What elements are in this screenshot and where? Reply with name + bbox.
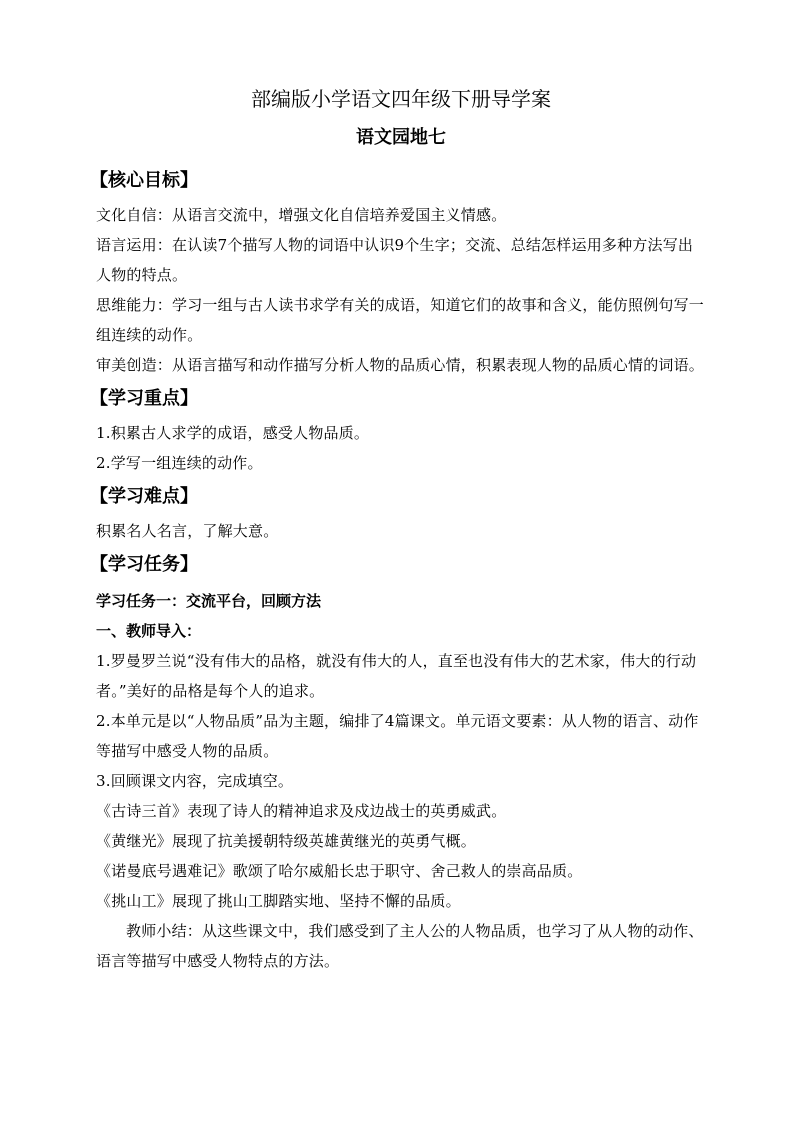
difficulties-heading: 【学习难点】 (90, 486, 198, 507)
core-goal-thinking: 思维能力：学习一组与古人读书求学有关的成语，知道它们的故事和含义，能仿照例句写一组连续的动作。 (96, 296, 705, 344)
key-points-heading: 【学习重点】 (90, 388, 198, 409)
core-goal-culture: 文化自信：从语言交流中，增强文化自信培养爱国主义情感。 (96, 206, 507, 224)
core-goals-heading: 【核心目标】 (90, 170, 198, 191)
key-point-item: 2.学写一组连续的动作。 (96, 454, 263, 472)
core-goal-aesthetic: 审美创造：从语言描写和动作描写分析人物的品质心情，积累表现人物的品质心情的词语。 (96, 356, 705, 374)
document-title: 部编版小学语文四年级下册导学案 (251, 87, 551, 111)
document-subtitle: 语文园地七 (356, 127, 446, 148)
lesson-review-item: 《诺曼底号遇难记》歌颂了哈尔威船长忠于职守、舍己救人的崇高品质。 (96, 862, 583, 880)
core-goal-language: 语言运用：在认读7个描写人物的词语中认识9个生字；交流、总结怎样运用多种方法写出人物的特点。 (96, 236, 694, 284)
difficulty-item: 积累名人名言，了解大意。 (96, 522, 279, 540)
key-point-item: 1.积累古人求学的成语，感受人物品质。 (96, 424, 370, 442)
task-item: 2.本单元是以“人物品质”品为主题，编排了4篇课文。单元语文要素：从人物的语言、动作等描写中感受人物的品质。 (96, 712, 699, 760)
tasks-heading: 【学习任务】 (90, 554, 198, 575)
lesson-review-item: 《挑山工》展现了挑山工脚踏实地、坚持不懈的品质。 (96, 892, 461, 910)
lesson-review-item: 《古诗三首》表现了诗人的精神追求及戍边战士的英勇威武。 (96, 802, 507, 820)
document-page (90, 84, 706, 976)
teacher-intro-title: 一、教师导入： (96, 622, 202, 640)
teacher-summary: 教师小结：从这些课文中，我们感受到了主人公的人物品质，也学习了从人物的动作、语言等描写中感受人物特点的方法。 (96, 922, 704, 970)
lesson-review-item: 《黄继光》展现了抗美援朝特级英雄黄继光的英勇气概。 (96, 832, 477, 850)
task-one-title: 学习任务一：交流平台，回顾方法 (96, 592, 322, 610)
task-item: 1.罗曼罗兰说“没有伟大的品格，就没有伟大的人，直至也没有伟大的艺术家，伟大的行动者。”美好的品格是每个人的追求。 (96, 652, 697, 700)
task-item: 3.回顾课文内容，完成填空。 (96, 772, 294, 790)
